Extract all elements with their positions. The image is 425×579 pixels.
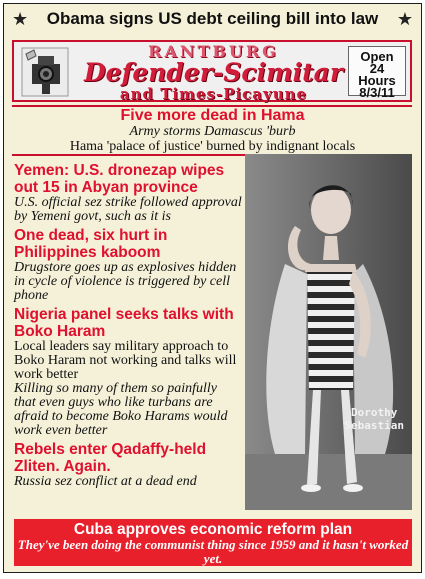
masthead-line1: RANTBURG (148, 42, 279, 61)
story-deck: Drugstore goes up as explosives hidden in cycle of violence is triggered by cell phone (14, 260, 237, 303)
issue-date: 8/3/11 (359, 85, 395, 100)
story-deck: Russia sez conflict at a dead end (14, 474, 197, 489)
story-deck-plain: Local leaders say military approach to Boko Haram not working and talks will work better (14, 339, 237, 382)
footer-deck: They've been doing the communist thing since 1959 and it hasn't worked yet. (17, 537, 409, 566)
masthead-line3: and Times-Picayune (119, 85, 308, 103)
lead-headline[interactable]: Five more dead in Hama (120, 107, 305, 124)
story-philippines[interactable] (14, 227, 242, 303)
lead-story[interactable] (4, 108, 421, 154)
vintage-photo (245, 154, 412, 510)
story-headline[interactable]: Nigeria panel seeks talks with Boko Haram (14, 306, 234, 340)
footer-story[interactable] (14, 519, 412, 566)
camera-icon (18, 46, 72, 98)
newspaper-page (3, 3, 422, 573)
caption-line2: Sebastian (344, 419, 404, 432)
story-libya[interactable] (14, 441, 242, 489)
footer-headline[interactable]: Cuba approves economic reform plan (73, 521, 353, 538)
star-icon-left: ★ (12, 9, 29, 30)
woman-portrait-illustration (245, 154, 412, 510)
open-label: Open (360, 49, 394, 64)
lead-subhead: Army storms Damascus 'burb (129, 124, 296, 139)
masthead (12, 40, 412, 102)
lead-subhead-2: Hama 'palace of justice' burned by indignant locals (69, 139, 356, 154)
open-hours-box (348, 46, 406, 100)
open-hours: Hours (358, 73, 396, 88)
masthead-title[interactable] (76, 43, 351, 102)
story-headline[interactable]: One dead, six hurt in Philippines kaboom (14, 227, 168, 261)
masthead-line2: Defender-Scimitar (84, 58, 343, 87)
story-deck: Killing so many of them so painfully that even guys who like turbans are afraid to become Boko Harams would work even better (14, 381, 228, 438)
news-column (14, 162, 242, 492)
photo-caption (344, 406, 404, 432)
story-headline[interactable]: Rebels enter Qadaffy-held Zliten. Again. (14, 441, 207, 475)
star-icon-right: ★ (396, 9, 413, 30)
story-headline[interactable]: Yemen: U.S. dronezap wipes out 15 in Abyan province (14, 162, 225, 196)
open-24: 24 (369, 61, 385, 76)
story-yemen[interactable] (14, 162, 242, 224)
banner-headline[interactable]: Obama signs US debt ceiling bill into law (46, 9, 379, 28)
story-nigeria[interactable] (14, 306, 242, 438)
caption-line1: Dorothy (351, 406, 398, 419)
story-deck: U.S. official sez strike followed approval by Yemeni govt, such as it is (14, 195, 242, 224)
